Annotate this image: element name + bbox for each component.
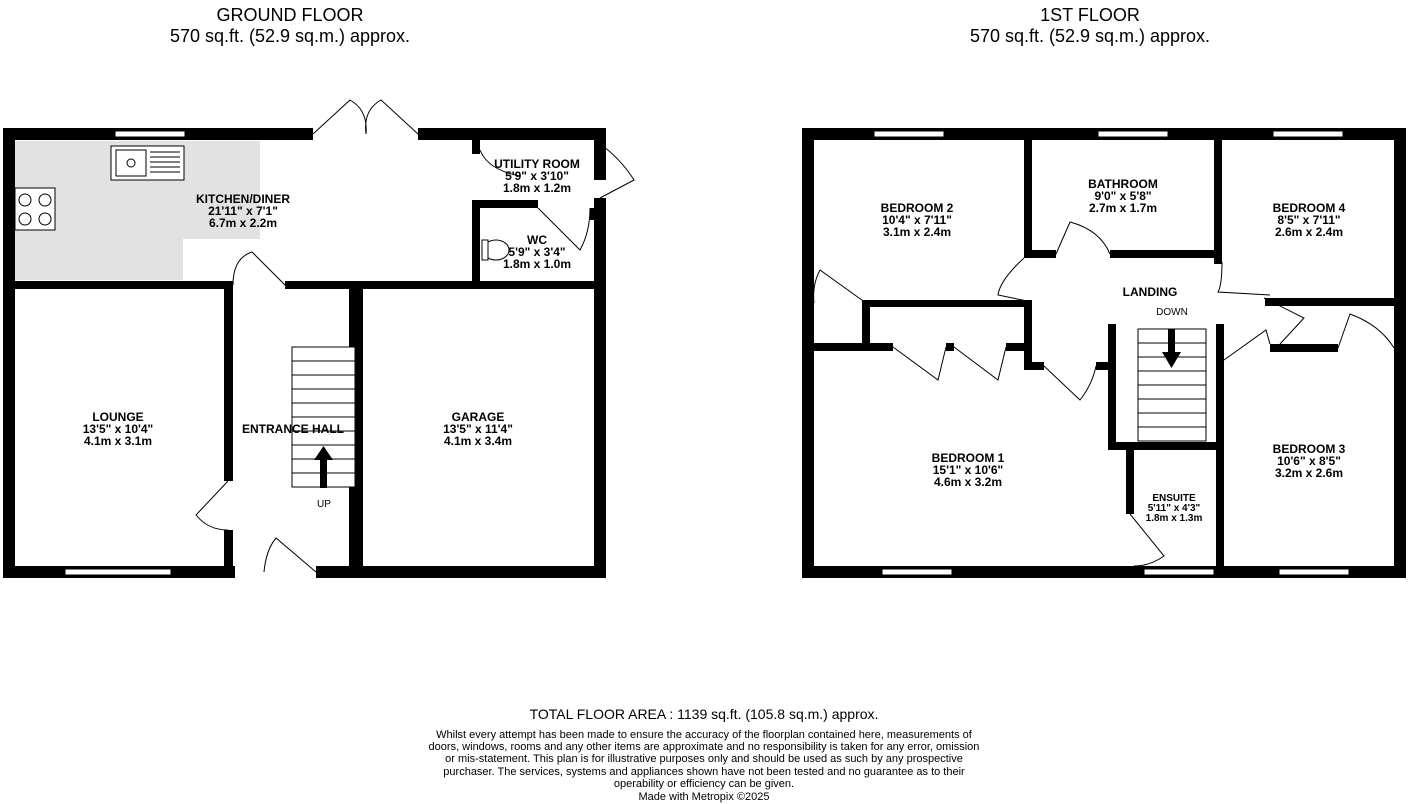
room-dim-imperial: 21'11" x 7'1"	[208, 204, 278, 218]
room-name: ENSUITE	[1152, 493, 1196, 504]
room-dim-imperial: 13'5" x 10'4"	[82, 422, 154, 436]
hob-icon	[15, 188, 55, 230]
room-name: ENTRANCE HALL	[242, 422, 344, 436]
room-bedroom-2	[881, 202, 954, 238]
stairs-up-label: UP	[317, 499, 331, 510]
room-name: BEDROOM 3	[1272, 442, 1346, 456]
room-name: WC	[526, 233, 547, 247]
room-dim-metric: 1.8m x 1.0m	[502, 257, 572, 271]
first-floor-area: 570 sq.ft. (52.9 sq.m.) approx.	[969, 26, 1211, 46]
room-dim-imperial: 5'9" x 3'10"	[505, 169, 569, 183]
room-entrance-hall	[242, 423, 344, 435]
room-name: LOUNGE	[92, 410, 144, 424]
room-dim-imperial: 13'5" x 11'4"	[443, 422, 513, 436]
room-name: BEDROOM 2	[880, 201, 954, 215]
room-name: UTILITY ROOM	[494, 157, 580, 171]
room-dim-imperial: 15'1" x 10'6"	[932, 463, 1004, 477]
total-floor-area: TOTAL FLOOR AREA : 1139 sq.ft. (105.8 sq.m.) approx.	[529, 706, 879, 722]
ground-floor-title: GROUND FLOOR	[216, 5, 364, 25]
first-floor-title: 1ST FLOOR	[1040, 5, 1140, 25]
room-dim-metric: 3.2m x 2.6m	[1274, 466, 1344, 480]
room-lounge	[83, 411, 153, 447]
room-dim-metric: 6.7m x 2.2m	[208, 216, 278, 230]
room-dim-metric: 4.6m x 3.2m	[933, 475, 1003, 489]
room-dim-metric: 4.1m x 3.1m	[83, 434, 153, 448]
room-bedroom-3	[1273, 443, 1346, 479]
disclaimer-text: Whilst every attempt has been made to ensure the accuracy of the floorplan contained here, measurements of doors, windows, rooms and any other items are approximate and no responsibility is taken for any error, omission or mis-statement. This plan is for illustrative purposes only and should be used as such by any prospective purchaser. The services, systems and appliances shown have not been tested and no guarantee as to their operability or efficiency can be given.	[428, 729, 980, 790]
room-name: GARAGE	[451, 410, 505, 424]
room-landing	[1123, 286, 1178, 298]
french-doors	[313, 100, 418, 134]
room-name: BATHROOM	[1088, 177, 1158, 191]
sink-icon	[111, 146, 184, 180]
stairs-down-label: DOWN	[1156, 307, 1188, 318]
room-name: KITCHEN/DINER	[195, 192, 291, 206]
room-utility	[494, 158, 580, 194]
room-dim-imperial: 9'0" x 5'8"	[1094, 189, 1152, 203]
room-dim-metric: 1.8m x 1.2m	[502, 181, 572, 195]
room-dim-metric: 2.7m x 1.7m	[1088, 201, 1158, 215]
room-name: BEDROOM 4	[1272, 201, 1346, 215]
room-bedroom-4	[1273, 202, 1346, 238]
room-wc	[503, 234, 571, 270]
room-bathroom	[1088, 178, 1158, 214]
room-garage	[443, 411, 513, 447]
lounge-window	[65, 569, 171, 575]
room-dim-metric: 4.1m x 3.4m	[443, 434, 513, 448]
room-dim-metric: 2.6m x 2.4m	[1274, 225, 1344, 239]
room-kitchen-diner	[196, 193, 290, 229]
room-dim-imperial: 10'6" x 8'5"	[1277, 454, 1341, 468]
room-dim-imperial: 5'11" x 4'3"	[1147, 503, 1201, 514]
room-dim-metric: 3.1m x 2.4m	[882, 225, 952, 239]
room-name: LANDING	[1122, 285, 1178, 299]
room-dim-imperial: 5'9" x 3'4"	[508, 245, 566, 259]
credit-text: Made with Metropix ©2025	[638, 791, 770, 803]
room-bedroom-1	[932, 452, 1005, 488]
room-dim-metric: 1.8m x 1.3m	[1145, 513, 1203, 524]
room-dim-imperial: 10'4" x 7'11"	[882, 213, 952, 227]
room-dim-imperial: 8'5" x 7'11"	[1277, 213, 1341, 227]
kitchen-worktop-return	[15, 239, 183, 280]
ground-floor-area: 570 sq.ft. (52.9 sq.m.) approx.	[169, 26, 411, 46]
room-name: BEDROOM 1	[931, 451, 1005, 465]
kitchen-window	[115, 131, 185, 137]
room-ensuite	[1146, 494, 1203, 524]
